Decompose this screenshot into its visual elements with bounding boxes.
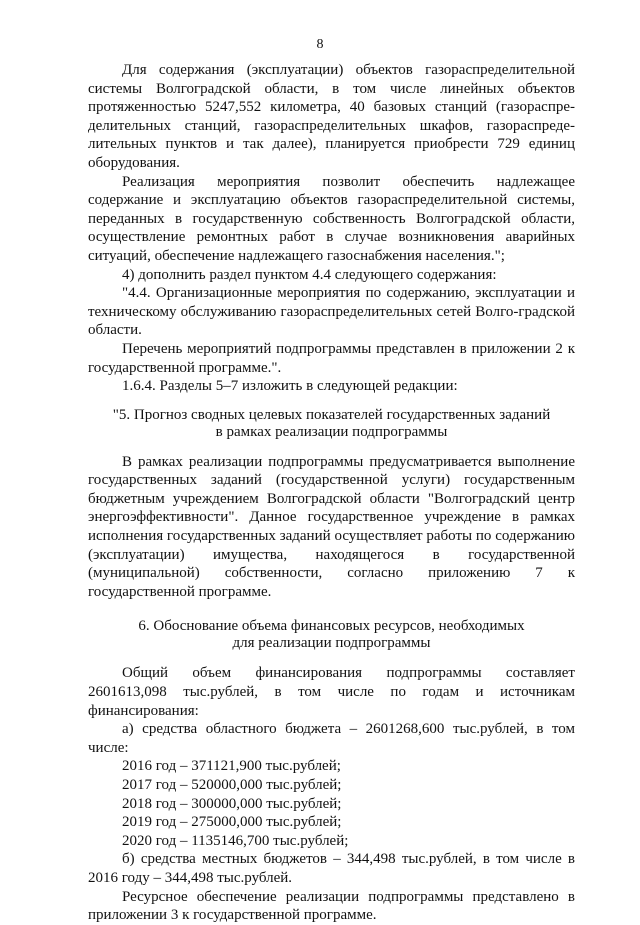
financing-local-budgets: б) средства местных бюджетов – 344,498 тыс.рублей, в том числе в 2016 году – 344,498 тыс.рублей.	[88, 851, 575, 886]
financing-year-2019: 2019 год – 275000,000 тыс.рублей;	[122, 814, 342, 831]
financing-total: Общий объем финансирования подпрограммы составляет 2601613,098 тыс.рублей, в том числе по годам и источникам финансирования:	[88, 665, 575, 719]
document-body	[88, 61, 575, 925]
section-5-heading	[88, 407, 575, 441]
section-6-heading-line2: для реализации подпрограммы	[232, 635, 431, 652]
section-5-text: В рамках реализации подпрограммы предусматривается выполнение государственных заданий (государственной услуги) государственным бюджетным учреждением Волгоградской области "Волгоградский центр энергоэффективности". Данное государственное учреждение в рамках исполнения государственных заданий осуществляет работы по содержанию (эксплуатации) имущества, находящегося в государственной (муниципальной) собственности, согласно приложению 7 к государственной программе.	[88, 453, 575, 600]
section-6-heading	[88, 618, 575, 652]
paragraph-amendment-4: 4) дополнить раздел пунктом 4.4 следующего содержания:	[122, 266, 497, 283]
financing-year-2020: 2020 год – 1135146,700 тыс.рублей;	[122, 832, 349, 849]
section-5-heading-line2: в рамках реализации подпрограммы	[215, 423, 448, 440]
section-5-heading-line1: "5. Прогноз сводных целевых показателей государственных заданий	[112, 406, 551, 423]
section-6-heading-line1: 6. Обоснование объема финансовых ресурсов, необходимых	[138, 618, 525, 635]
paragraph-sections-5-7: 1.6.4. Разделы 5–7 изложить в следующей редакции:	[122, 378, 458, 395]
page-number: 8	[316, 37, 324, 52]
paragraph-item-4-4: "4.4. Организационные мероприятия по содержанию, эксплуатации и техническому обслуживанию газораспределительных сетей Волго-градской области.	[88, 285, 575, 339]
financing-regional-budget: а) средства областного бюджета – 2601268,600 тыс.рублей, в том числе:	[88, 721, 575, 756]
financing-year-2018: 2018 год – 300000,000 тыс.рублей;	[122, 795, 342, 812]
financing-year-2016: 2016 год – 371121,900 тыс.рублей;	[122, 758, 341, 775]
financing-year-2017: 2017 год – 520000,000 тыс.рублей;	[122, 777, 342, 793]
paragraph-measures-list: Перечень мероприятий подпрограммы представлен в приложении 2 к государственной программе.".	[88, 340, 575, 376]
paragraph-measure-effect: Реализация мероприятия позволит обеспечить надлежащее содержание и эксплуатацию объектов газораспределительной системы, переданных в государственную собственность Волгоградской области, осуществление ремонтных работ в случае возникновения аварийных ситуаций, обеспечение надлежащего газоснабжения населения.";	[88, 173, 575, 264]
financing-resources-appendix: Ресурсное обеспечение реализации подпрограммы представлено в приложении 3 к государственной программе.	[88, 888, 575, 924]
paragraph-equipment: Для содержания (эксплуатации) объектов газораспределительной системы Волгоградской области, в том числе линейных объектов протяженностью 5247,552 километра, 40 базовых станций (газораспре-делительных станций, газораспределительных шкафов, газораспреде-лительных пунктов и так далее), планируется приобрести 729 единиц оборудования.	[88, 62, 575, 171]
